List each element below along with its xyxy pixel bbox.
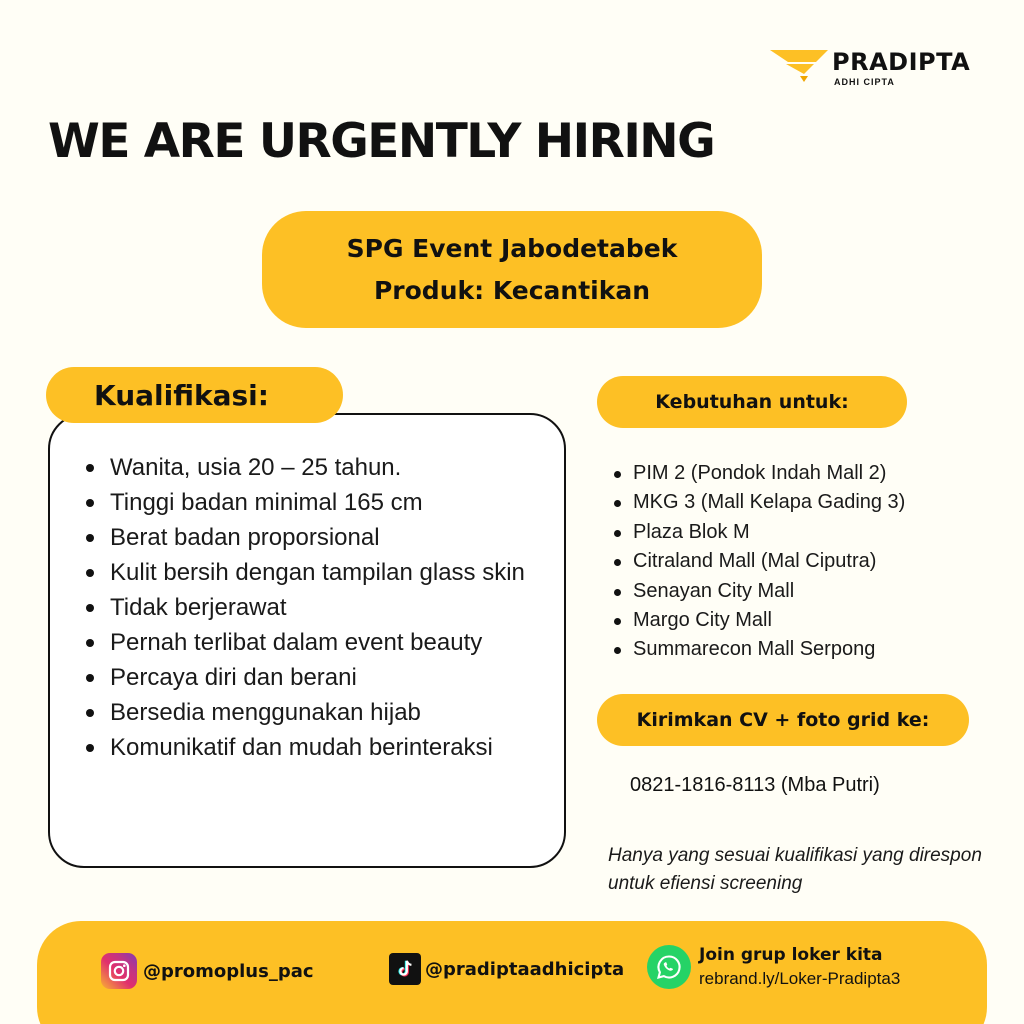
send-cv-heading: Kirimkan CV + foto grid ke: [597,694,969,746]
instagram-link[interactable] [101,953,314,989]
list-item: Wanita, usia 20 – 25 tahun. [82,450,566,485]
tiktok-handle: @pradiptaadhicipta [425,958,625,980]
whatsapp-link-text[interactable]: rebrand.ly/Loker-Pradipta3 [699,969,901,988]
headline: WE ARE URGENTLY HIRING [48,114,715,169]
job-title-banner [262,211,762,328]
contact-phone[interactable]: 0821-1816-8113 (Mba Putri) [630,774,880,796]
job-product: Produk: Kecantikan [373,275,651,305]
list-item: Margo City Mall [612,606,1012,635]
list-item: Senayan City Mall [612,577,1012,606]
screening-note: Hanya yang sesuai kualifikasi yang direspon untuk efiensi screening [608,845,982,894]
list-item: PIM 2 (Pondok Indah Mall 2) [612,459,1012,488]
list-item: Plaza Blok M [612,518,1012,547]
list-item: Citraland Mall (Mal Ciputra) [612,547,1012,576]
list-item: Pernah terlibat dalam event beauty [82,625,566,660]
brand-name: PRADIPTA [832,48,971,76]
instagram-handle: @promoplus_pac [143,960,314,982]
whatsapp-title: Join grup loker kita [699,945,883,965]
job-title: SPG Event Jabodetabek [346,233,678,263]
instagram-icon [101,953,137,989]
list-item: Bersedia menggunakan hijab [82,695,566,730]
tiktok-link[interactable] [389,953,624,985]
brand-logo [770,46,980,90]
qualifications-list [82,450,566,765]
list-item: Summarecon Mall Serpong [612,635,1012,664]
list-item: Tinggi badan minimal 165 cm [82,485,566,520]
list-item: MKG 3 (Mall Kelapa Gading 3) [612,488,1012,517]
list-item: Kulit bersih dengan tampilan glass skin [82,555,566,590]
needs-heading: Kebutuhan untuk: [597,376,907,428]
qualifications-heading: Kualifikasi: [46,367,343,423]
whatsapp-group-link[interactable] [647,945,900,989]
list-item: Berat badan proporsional [82,520,566,555]
mall-list [612,459,1012,665]
tiktok-icon [389,953,421,985]
brand-mark-icon [770,50,830,84]
brand-subtitle: ADHI CIPTA [834,77,895,87]
list-item: Percaya diri dan berani [82,660,566,695]
list-item: Komunikatif dan mudah berinteraksi [82,730,566,765]
whatsapp-icon [647,945,691,989]
list-item: Tidak berjerawat [82,590,566,625]
